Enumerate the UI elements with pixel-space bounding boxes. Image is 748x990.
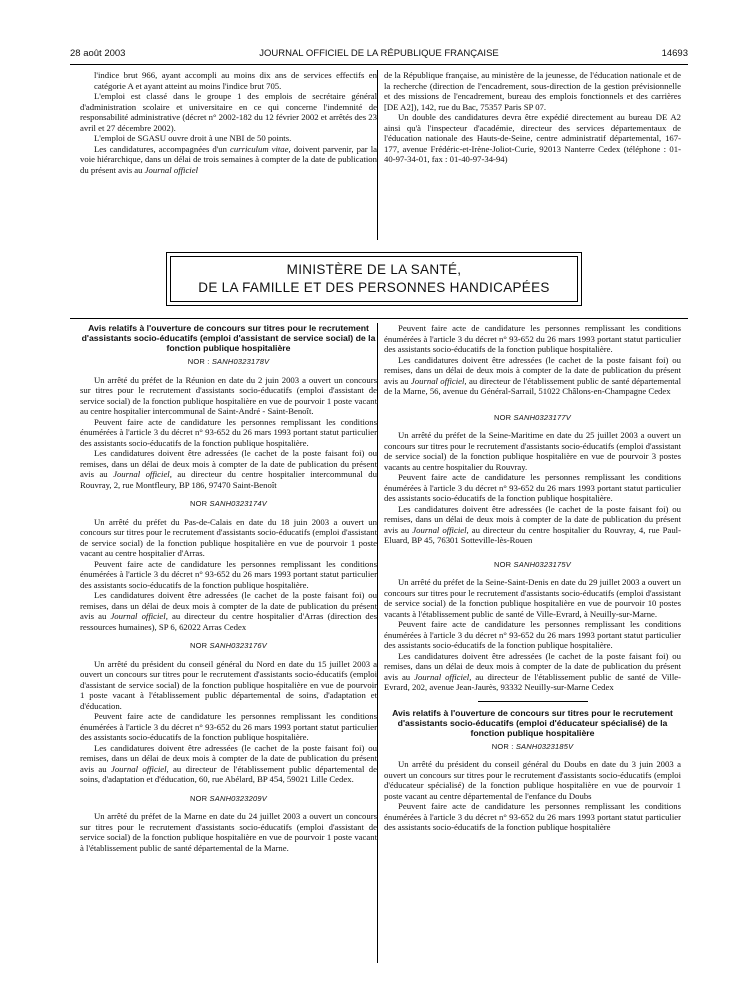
notice-title: Avis relatifs à l'ouverture de concours sur titres pour le recrutement d'assistants socio-éducatifs (emploi d'assistant de service social) de la fonction publique hospitalière <box>81 323 376 353</box>
paragraph: L'emploi de SGASU ouvre droit à une NBI de 50 points. <box>94 133 292 143</box>
top-left-column <box>80 70 377 175</box>
paragraph: Peuvent faire acte de candidature les personnes remplissant les conditions énumérées à l'article 3 du décret n° 93-652 du 26 mars 1993 portant statut particulier des assistants socio-éducatifs de la fonction publique hospitalière <box>384 801 681 832</box>
paragraph: Un arrêté du préfet de la Marne en date du 24 juillet 2003 a ouvert un concours sur titres pour le recrutement d'assistants socio-éducatifs (emploi d'assistant de service social) de la fonction publique hospitalière en vue de pourvoir 1 poste vacant à l'établissement public de santé départemental de la Marne. <box>80 811 377 853</box>
main-left-column <box>80 323 377 853</box>
main-right-column <box>384 323 681 833</box>
nor-reference: NOR SANH0323174V <box>189 499 267 508</box>
header-page-number: 14693 <box>661 48 688 59</box>
paragraph: Un arrêté du président du conseil général du Doubs en date du 3 juin 2003 a ouvert un concours sur titres pour le recrutement d'assistants socio-éducatifs (emploi d'éducateur spécialisé) de la fonction publique hospitalière en vue de pourvoir 1 poste vacant au centre départemental de l'enfance du Doubs <box>384 759 681 801</box>
nor-reference: NOR : SANH0323185V <box>491 741 574 751</box>
ministry-line-2: DE LA FAMILLE ET DES PERSONNES HANDICAPÉES <box>198 280 550 295</box>
nor-reference: NOR : SANH0323178V <box>187 357 270 366</box>
paragraph: Les candidatures doivent être adressées (le cachet de la poste faisant foi) ou remises, dans un délai de deux mois à compter de la date de publication du présent avis au Journal officiel, au directeur de l'établissement public de santé de Ville-Evrard, 202, avenue Jean-Jaurès, 93332 Neuilly-sur-Marne Cedex <box>384 650 681 692</box>
nor-reference: NOR SANH0323175V <box>493 559 571 569</box>
paragraph: Les candidatures, accompagnées d'un curriculum vitae, doivent parvenir, par la voie hiérarchique, dans un délai de trois semaines à compter de la date de publication du présent avis au Journal officiel <box>80 143 377 175</box>
ministry-line-1: MINISTÈRE DE LA SANTÉ, <box>286 262 462 277</box>
nor-reference: NOR SANH0323176V <box>189 641 267 650</box>
nor-reference: NOR SANH0323177V <box>493 412 571 422</box>
paragraph: Peuvent faire acte de candidature les personnes remplissant les conditions énumérées à l'article 3 du décret n° 93-652 du 26 mars 1993 portant statut particulier des assistants socio-éducatifs de la fonction publique hospitalière. <box>384 323 681 354</box>
column-divider <box>377 323 378 963</box>
header-date: 28 août 2003 <box>70 48 126 59</box>
paragraph: Peuvent faire acte de candidature les personnes remplissant les conditions énumérées à l'article 3 du décret n° 93-652 du 26 mars 1993 portant statut particulier des assistants socio-éducatifs de la fonction publique hospitalière. <box>80 558 377 590</box>
paragraph: Les candidatures doivent être adressées (le cachet de la poste faisant foi) ou remises, dans un délai de deux mois à compter de la date de publication du présent avis au Journal officiel, au directeur de l'établissement public départemental de soins, d'adaptation et d'éducation, 60, rue Abélard, BP 454, 59021 Lille Cedex. <box>80 742 377 784</box>
paragraph: Peuvent faire acte de candidature les personnes remplissant les conditions énumérées à l'article 3 du décret n° 93-652 du 26 mars 1993 portant statut particulier des assistants socio-éducatifs de la fonction publique hospitalière. <box>80 416 377 448</box>
paragraph: de la République française, au ministère de la jeunesse, de l'éducation nationale et de la recherche (direction de l'encadrement, sous-direction de la gestion prévisionnelle et des missions de l'encadrement, bureau des emplois fonctionnels et des carrières [DE A2]), 142, rue du Bac, 75357 Paris SP 07. <box>384 70 681 112</box>
paragraph: Peuvent faire acte de candidature les personnes remplissant les conditions énumérées à l'article 3 du décret n° 93-652 du 26 mars 1993 portant statut particulier des assistants socio-éducatifs de la fonction publique hospitalière. <box>384 619 681 650</box>
section-separator <box>478 701 588 702</box>
nor-reference: NOR SANH0323209V <box>189 793 267 803</box>
paragraph: Peuvent faire acte de candidature les personnes remplissant les conditions énumérées à l'article 3 du décret n° 93-652 du 26 mars 1993 portant statut particulier des assistants socio-éducatifs de la fonction publique hospitalière. <box>384 472 681 503</box>
paragraph: Les candidatures doivent être adressées (le cachet de la poste faisant foi) ou remises, dans un délai de deux mois à compter de la date de publication du présent avis au Journal officiel, au directeur du centre hospitalier du Rouvray, 4, rue Paul-Eluard, BP 45, 76301 Sotteville-lès-Rouen <box>384 503 681 545</box>
paragraph: Un arrêté du préfet du Pas-de-Calais en date du 18 juin 2003 a ouvert un concours sur titres pour le recrutement d'assistants socio-éducatifs (emploi d'assistant de service social) de la fonction publique hospitalière en vue de pourvoir 1 poste vacant au centre hospitalier d'Arras. <box>80 516 377 558</box>
column-divider <box>377 70 378 240</box>
paragraph: Un arrêté du préfet de la Seine-Saint-Denis en date du 29 juillet 2003 a ouvert un concours sur titres pour le recrutement d'assistants socio-éducatifs (emploi d'assistant de service social) de la fonction publique hospitalière en vue de pourvoir 10 postes vacants à l'établissement public de santé de Ville-Evrard, à Neuilly-sur-Marne. <box>384 577 681 619</box>
notice-title: Avis relatifs à l'ouverture de concours sur titres pour le recrutement d'assistants socio-éducatifs (emploi d'éducateur spécialisé) de la fonction publique hospitalière <box>392 707 673 738</box>
section-rule <box>70 318 688 319</box>
paragraph: Un arrêté du président du conseil général du Nord en date du 15 juillet 2003 a ouvert un concours sur titres pour le recrutement d'assistants socio-éducatifs (emploi d'assistant de service social) de la fonction publique hospitalière en vue de pourvoir 1 poste vacant à l'établissement public départemental de soins, d'adaptation et d'éducation. <box>80 658 377 711</box>
paragraph: l'indice brut 966, ayant accompli au moins dix ans de services effectifs en catégorie A et ayant atteint au moins l'indice brut 705. <box>94 70 377 91</box>
page-header <box>70 48 688 62</box>
paragraph: L'emploi est classé dans le groupe 1 des emplois de secrétaire général d'administration scolaire et universitaire en ce qui concerne l'indemnité de responsabilité administrative (décret n° 2002-182 du 12 février 2002 et arrêtés des 23 avril et 27 décembre 2002). <box>80 91 377 133</box>
paragraph: Les candidatures doivent être adressées (le cachet de la poste faisant foi) ou remises, dans un délai de deux mois à compter de la date de publication du présent avis au Journal officiel, au directeur du centre hospitalier d'Arras (direction des ressources humaines), SP 6, 62022 Arras Cedex <box>80 590 377 632</box>
paragraph: Les candidatures doivent être adressées (le cachet de la poste faisant foi) ou remises, dans un délai de deux mois à compter de la date de publication du présent avis au Journal officiel, au directeur du centre hospitalier intercommunal du Rouvray, 2, rue Montfleury, BP 186, 97470 Saint-Benoît <box>80 448 377 490</box>
paragraph: Un arrêté du préfet de la Seine-Maritime en date du 25 juillet 2003 a ouvert un concours sur titres pour le recrutement d'assistants socio-éducatifs (emploi d'assistant de service social) de la fonction publique hospitalière en vue de pourvoir 3 postes vacants au centre hospitalier du Rouvray. <box>384 430 681 472</box>
paragraph: Un arrêté du préfet de la Réunion en date du 2 juin 2003 a ouvert un concours sur titres pour le recrutement d'assistants socio-éducatifs (emploi d'assistant de service social) de la fonction publique hospitalière en vue de pourvoir 1 poste vacant au centre hospitalier intercommunal de Saint-André - Saint-Benoît. <box>80 374 377 416</box>
header-journal-title: JOURNAL OFFICIEL DE LA RÉPUBLIQUE FRANÇAISE <box>259 48 499 59</box>
paragraph: Un double des candidatures devra être expédié directement au bureau DE A2 ainsi qu'à l'inspecteur d'académie, directeur des services départementaux de l'éducation nationale des Hauts-de-Seine, centre administratif départemental, 167-177, avenue Frédéric-et-Irène-Joliot-Curie, 92013 Nanterre Cedex (téléphone : 01-40-97-34-01, fax : 01-40-97-34-94) <box>384 112 681 164</box>
header-rule <box>70 64 688 65</box>
top-right-column <box>384 70 681 165</box>
paragraph: Peuvent faire acte de candidature les personnes remplissant les conditions énumérées à l'article 3 du décret n° 93-652 du 26 mars 1993 portant statut particulier des assistants socio-éducatifs de la fonction publique hospitalière. <box>80 711 377 742</box>
ministry-heading <box>170 256 578 302</box>
paragraph: Les candidatures doivent être adressées (le cachet de la poste faisant foi) ou remises, dans un délai de deux mois à compter de la date de publication du présent avis au Journal officiel, au directeur de l'établissement public de santé départemental de la Marne, 56, avenue du Général-Sarrail, 51022 Châlons-en-Champagne Cedex <box>384 354 681 396</box>
